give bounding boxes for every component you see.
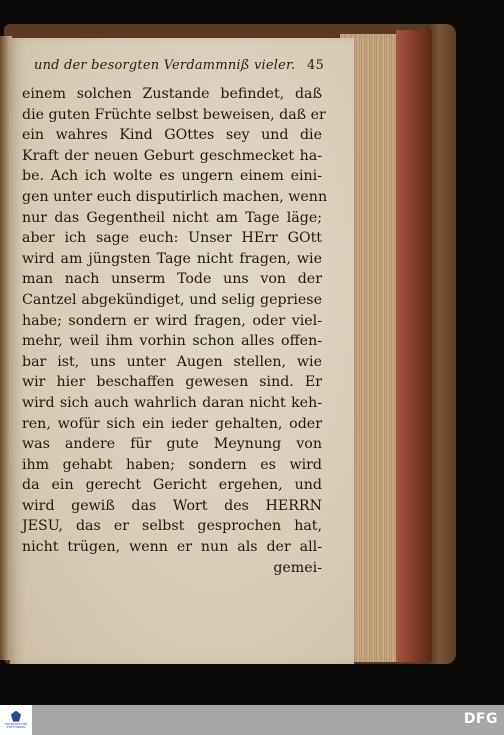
text-line: da ein gerecht Gericht ergehen, und: [22, 477, 322, 494]
text-line: wird gewiß das Wort des HERRN: [22, 497, 322, 514]
text-line: be. Ach ich wolte es ungern einem eini-: [22, 168, 322, 185]
text-line: Cantzel abgekündiget, und selig gepriese: [22, 291, 322, 308]
book-page: [10, 38, 354, 664]
text-line: JESU, das er selbst gesprochen hat,: [22, 518, 322, 535]
text-line: wird sich auch wahrlich daran nicht keh-: [22, 394, 322, 411]
text-line: nicht trügen, wenn er nun als der all-: [22, 539, 322, 556]
text-line: habe; sondern er wird fragen, oder viel-: [22, 312, 322, 329]
text-line: wir hier beschaffen gewesen sind. Er: [22, 374, 322, 391]
text-line: die guten Früchte selbst beweisen, daß er: [22, 106, 326, 123]
text-line: wird am jüngsten Tage nicht fragen, wie: [22, 250, 322, 267]
text-line: ihm gehabt haben; sondern es wird: [22, 456, 322, 473]
logo-text: FRANCKESCHE STIFTUNGEN: [4, 721, 28, 729]
page-number: 45: [307, 58, 324, 73]
text-line: mehr, weil ihm vorhin schon alles offen-: [22, 333, 322, 350]
institution-logo[interactable]: [0, 705, 32, 735]
page-header: [34, 58, 324, 73]
text-line: aber ich sage euch: Unser HErr GOtt: [22, 230, 322, 247]
catchword: gemei-: [273, 559, 322, 576]
viewer-footer: [0, 705, 504, 735]
text-line: einem solchen Zustande befindet, daß: [22, 86, 322, 102]
logo-emblem-icon: [11, 711, 21, 722]
text-line: ren, wofür sich ein ieder gehalten, oder: [22, 415, 322, 432]
text-line: nur das Gegentheil nicht am Tage läge;: [22, 209, 322, 226]
text-line: was andere für gute Meynung von: [22, 436, 322, 453]
text-line: gen unter euch disputirlich machen, wenn: [22, 188, 328, 205]
text-line: bar ist, uns unter Augen stellen, wie: [22, 353, 322, 370]
dfg-logo[interactable]: DFG: [463, 711, 498, 727]
running-head: und der besorgten Verdammniß vieler.: [34, 58, 296, 73]
page-body: [22, 84, 328, 578]
text-line: man nach unserm Tode uns von der: [22, 271, 322, 288]
text-line: Kraft der neuen Geburt geschmecket ha-: [22, 147, 322, 164]
red-edge: [396, 30, 432, 662]
text-line: ein wahres Kind GOttes sey und die: [22, 127, 322, 144]
